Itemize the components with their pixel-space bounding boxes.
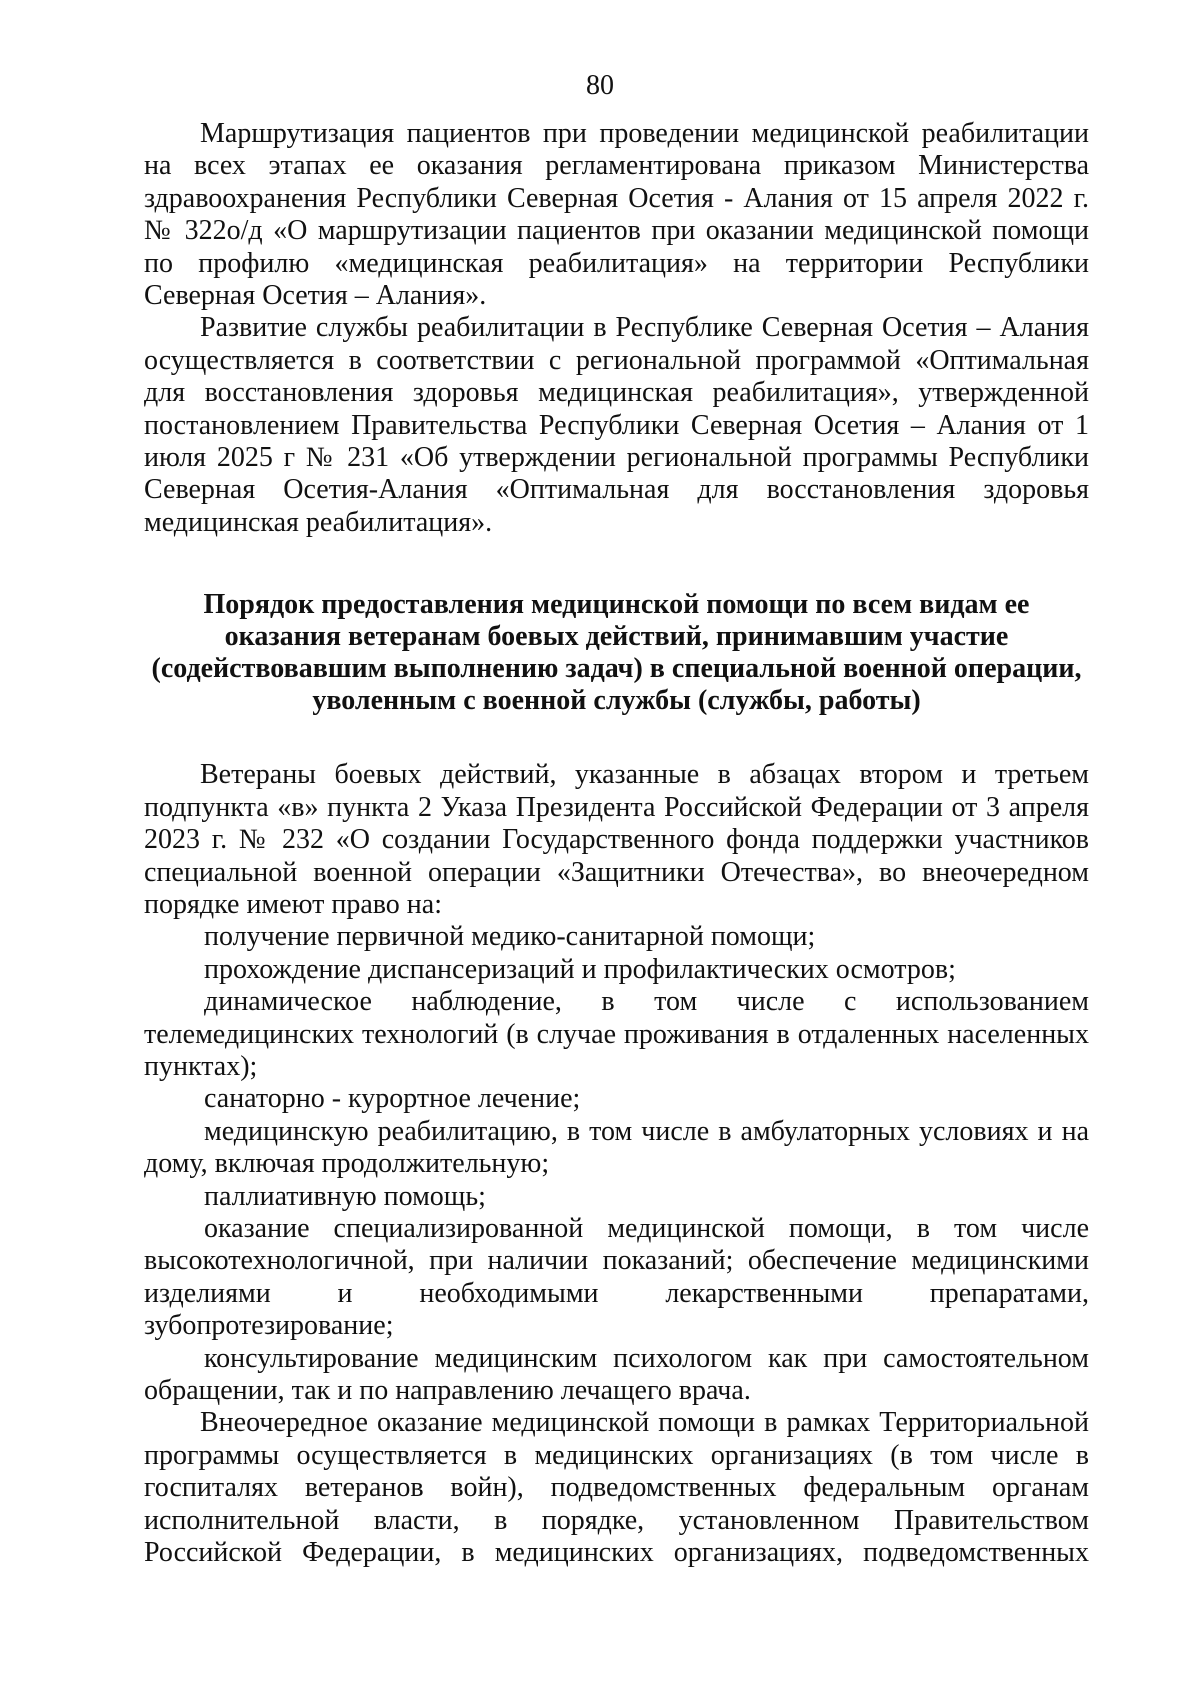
section-heading-line: уволенным с военной службы (службы, работы) [312,685,921,717]
list-item: санаторно - курортное лечение; [204,1083,581,1115]
list-item: консультирование медицинским психологом как при самостоятельном обращении, так и по направлению лечащего врача. [144,1342,1089,1406]
section-heading-line: оказания ветеранам боевых действий, принимавшим участие [224,621,1009,653]
paragraph-veterans-intro: Ветераны боевых действий, указанные в абзацах втором и третьем подпункта «в» пункта 2 Указа Президента Российской Федерации от 3 апреля 2023 г. № 232 «О создании Государственного фонда поддержки участников специальной военной операции «Защитники Отечества», во внеочередном порядке имеют право на: [144,759,1089,920]
paragraph-priority-care: Внеочередное оказание медицинской помощи в рамках Территориальной программы осуществляется в медицинских организациях (в том числе в госпиталях ветеранов войн), подведомственных федеральным органам исполнительной власти, в порядке, установленном Правительством Российской Федерации, в медицинских организациях, подведомственных [144,1407,1089,1569]
paragraph-rehab-routing: Маршрутизация пациентов при проведении медицинской реабилитации на всех этапах ее оказания регламентирована приказом Министерства здравоохранения Республики Северная Осетия - Алания от 15 апреля 2022 г. № 322о/д «О маршрутизации пациентов при оказании медицинской помощи по профилю «медицинская реабилитация» на территории Республики Северная Осетия – Алания». [144,118,1089,312]
paragraph-rehab-service: Развитие службы реабилитации в Республике Северная Осетия – Алания осуществляется в соответствии с региональной программой «Оптимальная для восстановления здоровья медицинская реабилитация», утвержденной постановлением Правительства Республики Северная Осетия – Алания от 1 июля 2025 г № 231 «Об утверждении региональной программы Республики Северная Осетия-Алания «Оптимальная для восстановления здоровья медицинская реабилитация». [144,312,1089,538]
list-item: прохождение диспансеризаций и профилактических осмотров; [204,953,956,985]
list-item: оказание специализированной медицинской помощи, в том числе высокотехнологичной, при наличии показаний; обеспечение медицинскими изделиями и необходимыми лекарственными препаратами, зубопротезирование; [144,1212,1089,1342]
section-heading [144,589,1089,717]
list-item: получение первичной медико-санитарной помощи; [204,921,816,953]
list-item: динамическое наблюдение, в том числе с использованием телемедицинских технологий (в случае проживания в отдаленных населенных пунктах); [144,986,1089,1082]
document-body [144,118,1089,1569]
list-item: паллиативную помощь; [204,1180,486,1212]
section-heading-line: Порядок предоставления медицинской помощи по всем видам ее [203,589,1030,621]
page-number: 80 [586,70,614,101]
section-heading-line: (содействовавшим выполнению задач) в специальной военной операции, [151,653,1082,685]
list-item: медицинскую реабилитацию, в том числе в амбулаторных условиях и на дому, включая продолжительную; [144,1115,1089,1180]
